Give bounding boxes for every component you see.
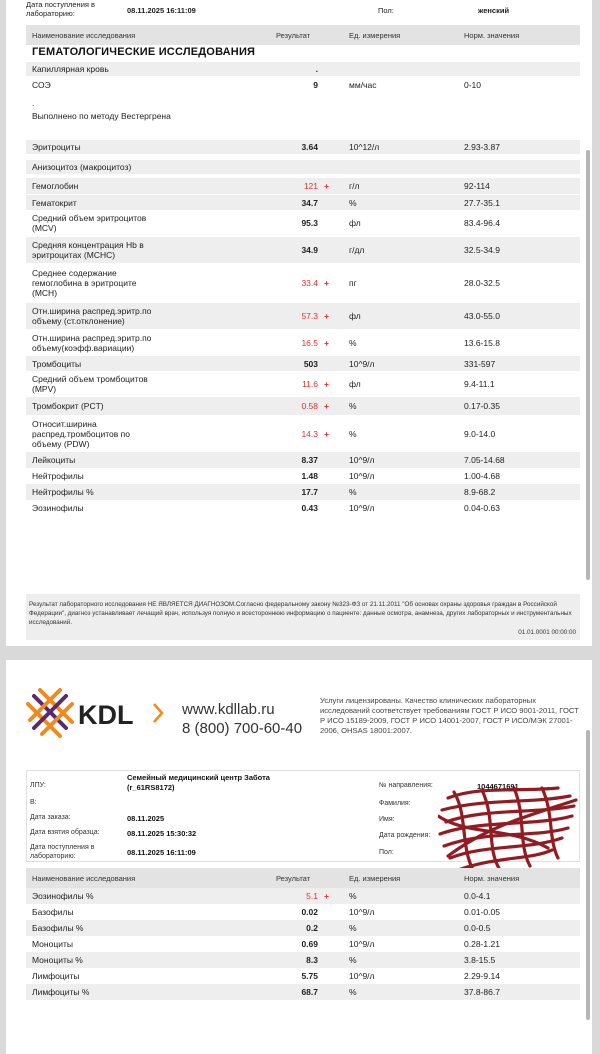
row-name: Капиллярная кровь	[32, 64, 109, 74]
disclaimer	[26, 594, 580, 640]
row-norm: 83.4-96.4	[464, 218, 500, 228]
results-table-header-2	[26, 868, 580, 888]
name-label: Имя:	[379, 816, 395, 823]
scrollbar-2[interactable]	[586, 730, 590, 1020]
table-row	[26, 371, 580, 396]
row-norm: 28.0-32.5	[464, 278, 500, 288]
row-name: Лейкоциты	[32, 455, 76, 465]
row-norm: 0-10	[464, 80, 482, 90]
sex-value: женский	[478, 6, 510, 15]
table-row	[26, 303, 580, 329]
row-norm: 7.05-14.68	[464, 455, 505, 465]
row-result: .	[315, 64, 318, 74]
table-row	[26, 984, 580, 1000]
order-date-value: 08.11.2025	[127, 814, 165, 823]
row-name: Моноциты %	[32, 955, 83, 965]
row-unit: %	[349, 987, 357, 997]
row-unit: %	[349, 197, 357, 208]
table-row	[26, 62, 580, 76]
table-row	[26, 936, 580, 952]
row-result: 0.43	[301, 503, 318, 513]
report-page-2	[6, 660, 592, 1054]
row-result: 8.3	[306, 955, 318, 965]
row-norm: 3.8-15.5	[464, 955, 496, 965]
table-row	[26, 264, 580, 302]
row-name: Отн.ширина распред.эритр.по объему (ст.отклонение)	[32, 306, 152, 326]
row-norm: 92-114	[464, 181, 490, 191]
row-result: 0.58	[301, 401, 318, 411]
referral-label: № направления:	[379, 782, 433, 789]
results-table-header	[26, 25, 580, 45]
row-name: Среднее содержание гемоглобина в эритроците (MCH)	[32, 268, 137, 298]
row-result: 17.7	[301, 487, 318, 497]
row-norm: 9.0-14.0	[464, 428, 496, 439]
row-result: 8.37	[301, 455, 318, 465]
row-name: Эозинофилы %	[32, 891, 94, 901]
row-name: Тромбокрит (PCT)	[32, 401, 104, 411]
sex-label-2: Пол:	[379, 849, 394, 856]
row-norm: 0.04-0.63	[464, 503, 500, 513]
row-unit: г/л	[349, 181, 360, 191]
row-unit: 10^9/л	[349, 939, 375, 949]
row-abnormal-flag: +	[324, 401, 329, 411]
license-text: Услуги лицензированы. Качество клинических лабораторных исследований соответствует требованиям ГОСТ Р ИСО 9001-2011, ГОСТ Р ИСО 15189-2009, ГОСТ Р ИСО 14001-2007, ГОСТ Р ИСО/МЭК 27001-2006, OHSAS 18001:2007.	[320, 696, 579, 735]
kdl-logo-mark-icon	[28, 690, 72, 736]
row-result: 503	[303, 358, 318, 369]
row-result: 1.48	[301, 471, 318, 481]
row-norm: 27.7-35.1	[464, 197, 500, 208]
document-code: 01.01.0001 00:00:00	[518, 629, 576, 636]
row-unit: фл	[349, 378, 361, 389]
row-name: Моноциты	[32, 939, 73, 949]
row-result: 57.3	[301, 311, 318, 321]
row-result: 68.7	[301, 987, 318, 997]
row-name: Тромбоциты	[32, 358, 82, 369]
sample-date-value: 08.11.2025 15:30:32	[127, 829, 197, 838]
row-unit: 10^12/л	[349, 142, 380, 152]
row-name: Отн.ширина распред.эритр.по объему(коэфф.вариации)	[32, 333, 152, 353]
row-name: Эритроциты	[32, 142, 81, 152]
row-name: Базофилы %	[32, 923, 84, 933]
row-name: Анизоцитоз (макроцитоз)	[32, 162, 132, 172]
row-norm: 0.28-1.21	[464, 939, 500, 949]
table-row	[26, 415, 580, 452]
row-unit: %	[349, 891, 357, 901]
row-unit: фл	[349, 218, 361, 228]
row-result: 34.9	[301, 245, 318, 255]
disclaimer-text: Результат лабораторного исследования НЕ ЯВЛЯЕТСЯ ДИАГНОЗОМ.Согласно федеральному закону №323-ФЗ от 21.11.2011 "Об основах охраны здоровья граждан в Российской Федерации", диагноз устанавливает лечащий врач, используя полную и всестороннюю информацию о пациенте: данные осмотра, анамнеза, других лабораторных и инструментальных исследований.	[29, 601, 572, 626]
row-unit: %	[349, 401, 357, 411]
table-row	[26, 920, 580, 936]
table-row	[26, 210, 580, 236]
row-name: Лимфоциты %	[32, 987, 90, 997]
row-name: Гематокрит	[32, 197, 77, 208]
row-unit: 10^9/л	[349, 471, 375, 481]
kdl-logo-text: KDL	[78, 700, 134, 730]
row-norm: 331-597	[464, 358, 496, 369]
table-row	[26, 237, 580, 263]
received-value: 08.11.2025 16:11:09	[127, 6, 196, 15]
received-label-2: Дата поступления в лабораторию:	[30, 844, 95, 860]
table-row	[26, 397, 580, 415]
row-abnormal-flag: +	[324, 311, 329, 321]
received-label: Дата поступления в лабораторию:	[26, 0, 96, 18]
col-name-header-2: Наименование исследования	[32, 874, 136, 883]
lpu-value: Семейный медицинский центр Забота (r_61RS8172)	[127, 773, 270, 792]
table-row	[26, 178, 580, 194]
row-norm: 0.01-0.05	[464, 907, 500, 917]
row-unit: 10^9/л	[349, 455, 375, 465]
row-result: 14.3	[301, 428, 318, 439]
scrollbar[interactable]	[586, 150, 590, 580]
dob-label: Дата рождения:	[379, 832, 431, 839]
row-norm: 1.00-4.68	[464, 471, 500, 481]
row-name: Средний объем эритроцитов (MCV)	[32, 213, 147, 233]
table-row	[26, 160, 580, 174]
row-unit: %	[349, 923, 357, 933]
col-unit-header-2: Ед. измерения	[349, 874, 401, 883]
row-norm: 2.29-9.14	[464, 971, 500, 981]
row-norm: 0.0-0.5	[464, 923, 491, 933]
row-result: 3.64	[301, 142, 318, 152]
table-row	[26, 484, 580, 500]
row-unit: %	[349, 338, 357, 348]
row-result: 95.3	[301, 218, 318, 228]
table-row	[26, 468, 580, 484]
table-row	[26, 98, 580, 106]
row-result: 34.7	[301, 197, 318, 208]
v-label: В:	[30, 799, 37, 806]
row-norm: 32.5-34.9	[464, 245, 500, 255]
redaction-scribble	[438, 786, 578, 876]
row-abnormal-flag: +	[324, 428, 329, 439]
row-unit: г/дл	[349, 245, 365, 255]
row-name: Нейтрофилы %	[32, 487, 94, 497]
table-row	[26, 110, 580, 122]
table-row	[26, 500, 580, 516]
row-result: 0.2	[306, 923, 318, 933]
row-unit: 10^9/л	[349, 358, 375, 369]
row-name: .	[32, 98, 35, 108]
table-row	[26, 195, 580, 210]
row-result: 121	[303, 181, 318, 191]
chevron-right-icon	[154, 704, 162, 722]
row-result: 5.75	[301, 971, 318, 981]
row-name: Средний объем тромбоцитов (MPV)	[32, 373, 148, 394]
row-norm: 0.17-0.35	[464, 401, 500, 411]
row-unit: пг	[349, 278, 357, 288]
col-norm-header-2: Норм. значения	[464, 874, 520, 883]
row-abnormal-flag: +	[324, 181, 329, 191]
table-row	[26, 78, 580, 92]
order-date-label: Дата заказа:	[30, 814, 71, 821]
table-row	[26, 968, 580, 984]
table-row	[26, 904, 580, 920]
row-result: 0.02	[301, 907, 318, 917]
table-row	[26, 452, 580, 468]
row-name: Относит.ширина распред.тромбоцитов по объему (PDW)	[32, 418, 130, 449]
row-unit: %	[349, 487, 357, 497]
row-name: СОЭ	[32, 80, 51, 90]
row-norm: 2.93-3.87	[464, 142, 500, 152]
table-row	[26, 356, 580, 371]
table-row	[26, 888, 580, 904]
row-unit: 10^9/л	[349, 503, 375, 513]
col-result-header-2: Результат	[276, 874, 311, 883]
col-unit-header: Ед. измерения	[349, 31, 401, 40]
row-norm: 13.6-15.8	[464, 338, 500, 348]
row-result: 11.6	[302, 378, 318, 389]
received-value-2: 08.11.2025 16:11:09	[127, 848, 196, 857]
row-result: 5.1	[306, 891, 318, 901]
table-row	[26, 330, 580, 356]
row-name: Нейтрофилы	[32, 471, 84, 481]
row-name: Средняя концентрация Hb в эритроцитах (MCHC)	[32, 240, 144, 260]
table-row	[26, 140, 580, 154]
sex-label: Пол:	[378, 6, 394, 15]
row-unit: фл	[349, 311, 361, 321]
row-name: Гемоглобин	[32, 181, 79, 191]
row-norm: 0.0-4.1	[464, 891, 491, 901]
row-result: 33.4	[301, 278, 318, 288]
report-page-1	[6, 0, 592, 646]
sample-date-label: Дата взятия образца:	[30, 829, 100, 836]
row-name: Лимфоциты	[32, 971, 80, 981]
lpu-label: ЛПУ:	[30, 782, 46, 789]
row-abnormal-flag: +	[324, 278, 329, 288]
row-result: 16.5	[301, 338, 318, 348]
row-abnormal-flag: +	[324, 891, 329, 901]
row-unit: %	[349, 955, 357, 965]
row-unit: %	[349, 428, 357, 439]
row-result: 9	[313, 80, 318, 90]
row-norm: 8.9-68.2	[464, 487, 496, 497]
phone-number[interactable]: 8 (800) 700-60-40	[182, 720, 303, 737]
row-name: Выполнено по методу Вестергрена	[32, 111, 171, 121]
row-norm: 43.0-55.0	[464, 311, 500, 321]
row-norm: 37.8-86.7	[464, 987, 500, 997]
row-name: Эозинофилы	[32, 503, 84, 513]
row-unit: мм/час	[349, 80, 377, 90]
section-title: ГЕМАТОЛОГИЧЕСКИЕ ИССЛЕДОВАНИЯ	[32, 46, 256, 58]
kdl-logo	[26, 682, 186, 742]
surname-label: Фамилия:	[379, 800, 411, 807]
referral-value: 1044671691	[477, 782, 519, 791]
col-norm-header: Норм. значения	[464, 31, 520, 40]
row-name: Базофилы	[32, 907, 74, 917]
col-name-header: Наименование исследования	[32, 31, 136, 40]
row-abnormal-flag: +	[324, 378, 329, 389]
row-norm: 9.4-11.1	[464, 378, 495, 389]
row-unit: 10^9/л	[349, 907, 375, 917]
table-row	[26, 952, 580, 968]
website-url[interactable]: www.kdllab.ru	[182, 701, 275, 718]
row-unit: 10^9/л	[349, 971, 375, 981]
col-result-header: Результат	[276, 31, 311, 40]
row-abnormal-flag: +	[324, 338, 329, 348]
row-result: 0.69	[301, 939, 318, 949]
